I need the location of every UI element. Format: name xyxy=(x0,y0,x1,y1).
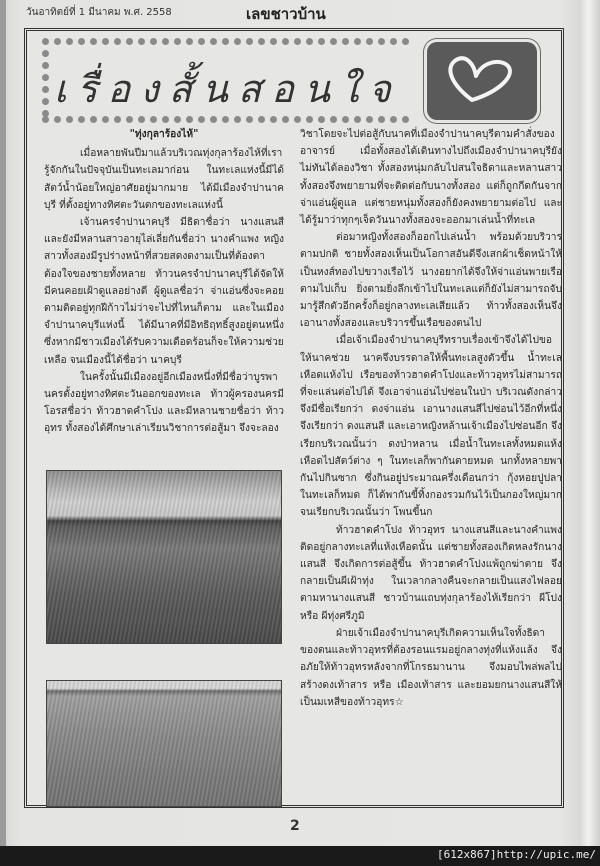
page-edge xyxy=(0,0,6,846)
article-paragraph: ในครั้งนั้นมีเมืองอยู่อีกเมืองหนึ่งที่มีชื่อว่าบูรพานครตั้งอยู่ทางทิศตะวันออกของทะเล ท้าวผู้ครองนครมีโอรสชื่อว่า ท้าวฮาดคำโปง และมีหลานชายชื่อว่า ท้าวอุทร ทั้งสองได้ศึกษาเล่าเรียนวิชาการต่อสู้มา จึงจะลอง xyxy=(44,371,284,435)
article-subtitle: "ทุ่งกุลาร้องไห้" xyxy=(129,129,199,140)
issue-date: วันอาทิตย์ที่ 1 มีนาคม พ.ศ. 2558 xyxy=(26,7,172,18)
section-banner xyxy=(34,36,544,126)
heart-icon xyxy=(442,50,522,112)
article-paragraph: วิชาโดยจะไปต่อสู้กับนาคที่เมืองจำปานาคบุรีตามคำสั่งของอาจารย์ เมื่อทั้งสองได้เดินทางไปถึงเมืองจำปานาคบุรียังไม่ทันได้ลองวิชา ทั้งสองหนุ่มกลับไปสนใจธิดาและหลานสาว ทั้งสองจึงพยายามที่จะติดต่อกับนางทั้งสอง แต่ก็ถูกกีดกันจากจ่าแอ่นผู้ดูแล แต่ชายหนุ่มทั้งสองก็ยังคงพยายามต่อไป และได้รู้มาว่าทุกๆเจ็ดวันนางทั้งสองจะออกมาเล่นน้ำที่ทะเล xyxy=(300,129,562,227)
rice-field-photo-top xyxy=(46,470,282,644)
image-host-watermark: [612x867]http://upic.me/ xyxy=(437,848,596,861)
page-number: 2 xyxy=(290,818,300,834)
article-paragraph: ท้าวฮาดคำโปง ท้าวอุทร นางแสนสีและนางคำแพง ติดอยู่กลางทะเลที่แห้งเหือดนั้น แต่ชายทั้งสองเกิดหลงรักนางแสนสี จึงเกิดการต่อสู้ขึ้น ท้าวฮาดคำโปงแพ้ถูกฆ่าตาย จึงกลายเป็นผีเฝ้าทุ่ง ในเวลากลางคืนจะกลายเป็นแสงไฟลอยตามหานางแสนสี ชาวบ้านแถบทุ่งกุลาร้องไห้เรียกว่า ผีโปง หรือ ผีทุ่งศรีภูมิ xyxy=(300,524,562,622)
article-column-left xyxy=(44,126,284,438)
section-title: เรื่องสั้นสอนใจ xyxy=(54,67,401,111)
article-paragraph: เจ้านครจำปานาคบุรี มีธิดาชื่อว่า นางแสนสี และยังมีหลานสาวอายุไล่เลี่ยกันชื่อว่า นางคำแพง หญิงสาวทั้งสองมีรูปร่างหน้าที่สวยสดงดงามเป็นที่ต้องตาต้องใจของชายทั้งหลาย ท้าวนครจำปานาคบุรีได้จัดให้มีคนคอยเฝ้าดูแลอย่างดี ผู้ดูแลชื่อว่า จ่าแอ่นซึ่งจะคอยตามติดอยู่ทุกฝีก้าวไม่ว่าจะไปที่ไหนก็ตาม และในเมืองจำปานาคบุรีแห่งนี้ ได้มีนาคที่มีอิทธิฤทธิ์สูงอยู่ตนหนึ่ง ซึ่งหากมีชาวเมืองได้รับความเดือดร้อนก็จะให้ความช่วยเหลือ จนเมืองนี้ได้ชื่อว่า นาคบุรี xyxy=(44,217,284,366)
newspaper-name: เลขชาวบ้าน xyxy=(246,5,326,23)
heart-stamp xyxy=(427,42,537,120)
rice-field-photo-bottom xyxy=(46,680,282,807)
article-paragraph: ต่อมาหญิงทั้งสองก็ออกไปเล่นน้ำ พร้อมด้วยบริวารตามปกติ ชายทั้งสองเห็นเป็นโอกาสอันดีจึงเสกผ้าเช็ดหน้าให้เป็นหงส์ทองไปขวางเรือไว้ นางอยากได้จึงให้จ่าแอ่นพายเรือตามไปเก็บ ยิ่งตามยิ่งลึกเข้าไปในทะเลแต่ก็ยังไม่สามารถจับ มารู้สึกตัวอีกครั้งก็อยู่กลางทะเลเสียแล้ว ท้าวทั้งสองเห็นจึงเอานางทั้งสองและบริวารขึ้นเรือของตนไป xyxy=(300,232,562,330)
dot-border-left xyxy=(42,50,49,117)
dot-border-top xyxy=(42,38,409,46)
article-column-right xyxy=(300,126,562,711)
article-paragraph: เมื่อหลายพันปีมาแล้วบริเวณทุ่งกุลาร้องไห้ที่เรารู้จักกันในปัจจุบันเป็นทะเลมาก่อน ในทะเลแห่งนี้มีได้สัตว์น้ำน้อยใหญ่อาศัยอยู่มากมาย ได้มีเมืองจำปานาคบุรี ที่ตั้งอยู่ทางทิศตะวันตกของทะเลแห่งนี้ xyxy=(44,148,284,211)
article-paragraph: เมื่อเจ้าเมืองจำปานาคบุรีทราบเรื่องเข้าจึงได้ไปขอให้นาคช่วย นาคจึงบรรดาลให้พื้นทะเลสูงตัวขึ้น น้ำทะเลเหือดแห้งไป เรือของท้าวฮาดคำโปงและท้าวอุทรไม่สามารถที่จะแล่นต่อไปได้ จึงเอาจ่าแอ่นไปซ่อนในป่า บริเวณดังกล่าวจึงมีชื่อเรียกว่า ดงจ่าแอ่น เอานางแสนสีไปซ่อนไว้อีกที่หนึ่ง จึงเรียกว่า ดงแสนสี และเอาหญิงหล้านเจ้าเมืองไปซ่อนอีก จึงเรียกบริเวณนั้นว่า ดงป่าหลาน เมื่อน้ำในทะเลทั้งหมดแห้งเหือดไปสัตว์ต่าง ๆ ในทะเลก็พากันตายหมด นกทั้งหลายพากันไปกินซาก ซึ่งกินอยู่ประมาณครึ่งเดือนกว่า กุ้งหอยปูปลาในทะเลก็หมด ก็ได้พากันขี้ทิ้งกองรวมกันไว้เป็นกองใหญ่มาก จนเรียกบริเวณนั้นว่า โพนขี้นก xyxy=(300,335,562,519)
article-paragraph: ฝ่ายเจ้าเมืองจำปานาคบุรีเกิดความเห็นใจทั้งธิดาของตนและท้าวอุทรที่ต้องรอนแรมอยู่กลางทุ่งที่แห้งแล้ง จึงอภัยให้ท้าวอุทรหลังจากที่โกรธมานาน จึงมอบไพล่พลไปสร้างดงเท้าสาร หรือ เมืองเท้าสาร และยอมยกนางแสนสีให้เป็นมเหสีของท้าวอุทร☆ xyxy=(300,627,562,708)
